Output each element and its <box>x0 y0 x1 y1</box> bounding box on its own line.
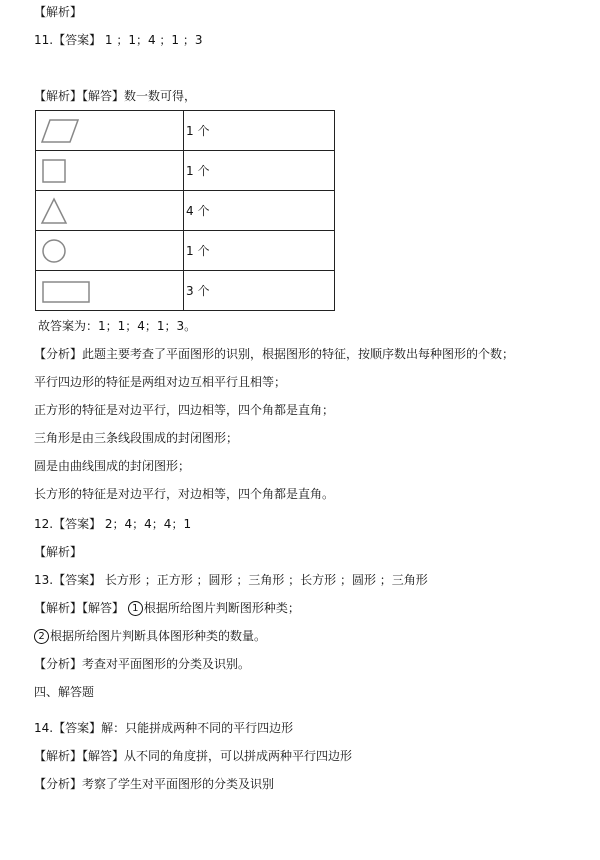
q13-summary: 【分析】考查对平面图形的分类及识别。 <box>34 657 251 671</box>
count-cell: 1 个 <box>184 231 335 271</box>
table-row <box>36 111 335 151</box>
shape-cell <box>36 151 184 191</box>
circle-icon <box>40 236 80 266</box>
parallelogram-feature: 平行四边形的特征是两组对边互相平行且相等； <box>34 375 287 389</box>
shape-cell <box>36 191 184 231</box>
q13-step-2: 根据所给图片判断具体图形种类的数量。 <box>50 629 267 643</box>
count-cell: 1 个 <box>184 151 335 191</box>
q11-final-answer: 故答案为：1；1；4；1；3。 <box>38 319 197 333</box>
q13-analysis-cont <box>34 628 266 644</box>
section-heading-4: 四、解答题 <box>34 685 95 699</box>
q13-analysis <box>34 600 300 616</box>
parallelogram-icon <box>40 116 80 146</box>
rectangle-icon <box>40 276 94 306</box>
q11-analysis: 【解析】【解答】数一数可得， <box>34 89 197 103</box>
table-row <box>36 151 335 191</box>
square-feature: 正方形的特征是对边平行，四边相等，四个角都是直角； <box>34 403 335 417</box>
triangle-feature: 三角形是由三条线段围成的封闭图形； <box>34 431 239 445</box>
q13-step-1: 根据所给图片判断图形种类； <box>143 601 300 615</box>
shape-cell <box>36 111 184 151</box>
q14-summary: 【分析】考察了学生对平面图形的分类及识别 <box>34 777 275 791</box>
triangle-icon <box>40 196 80 226</box>
shape-count-table <box>35 110 335 311</box>
table-row <box>36 271 335 311</box>
q12-answer: 12.【答案】 2；4；4；4；1 <box>34 517 192 531</box>
q14-answer: 14.【答案】解：只能拼成两种不同的平行四边形 <box>34 721 294 735</box>
circled-number-2: 2 <box>34 629 49 644</box>
q12-analysis: 【解析】 <box>34 545 83 559</box>
rectangle-feature: 长方形的特征是对边平行，对边相等，四个角都是直角。 <box>34 487 335 501</box>
circle-feature: 圆是由曲线围成的封闭图形； <box>34 459 191 473</box>
square-icon <box>40 156 80 186</box>
q13-answer: 13.【答案】 长方形 ；正方形 ；圆形 ；三角形 ；长方形 ；圆形 ；三角形 <box>34 573 428 587</box>
circled-number-1: 1 <box>128 601 143 616</box>
q11-answer: 11.【答案】 1 ；1；4 ；1 ；3 <box>34 33 203 47</box>
count-cell: 4 个 <box>184 191 335 231</box>
q14-analysis: 【解析】【解答】从不同的角度拼，可以拼成两种平行四边形 <box>34 749 353 763</box>
count-cell: 1 个 <box>184 111 335 151</box>
table-row <box>36 231 335 271</box>
section-label-analysis: 【解析】 <box>34 5 83 19</box>
table-row <box>36 191 335 231</box>
count-cell: 3 个 <box>184 271 335 311</box>
shape-cell <box>36 271 184 311</box>
shape-cell <box>36 231 184 271</box>
q13-analysis-label: 【解析】【解答】 <box>34 601 128 615</box>
q11-explanation: 【分析】此题主要考查了平面图形的识别，根据图形的特征，按顺序数出每种图形的个数； <box>34 347 515 361</box>
